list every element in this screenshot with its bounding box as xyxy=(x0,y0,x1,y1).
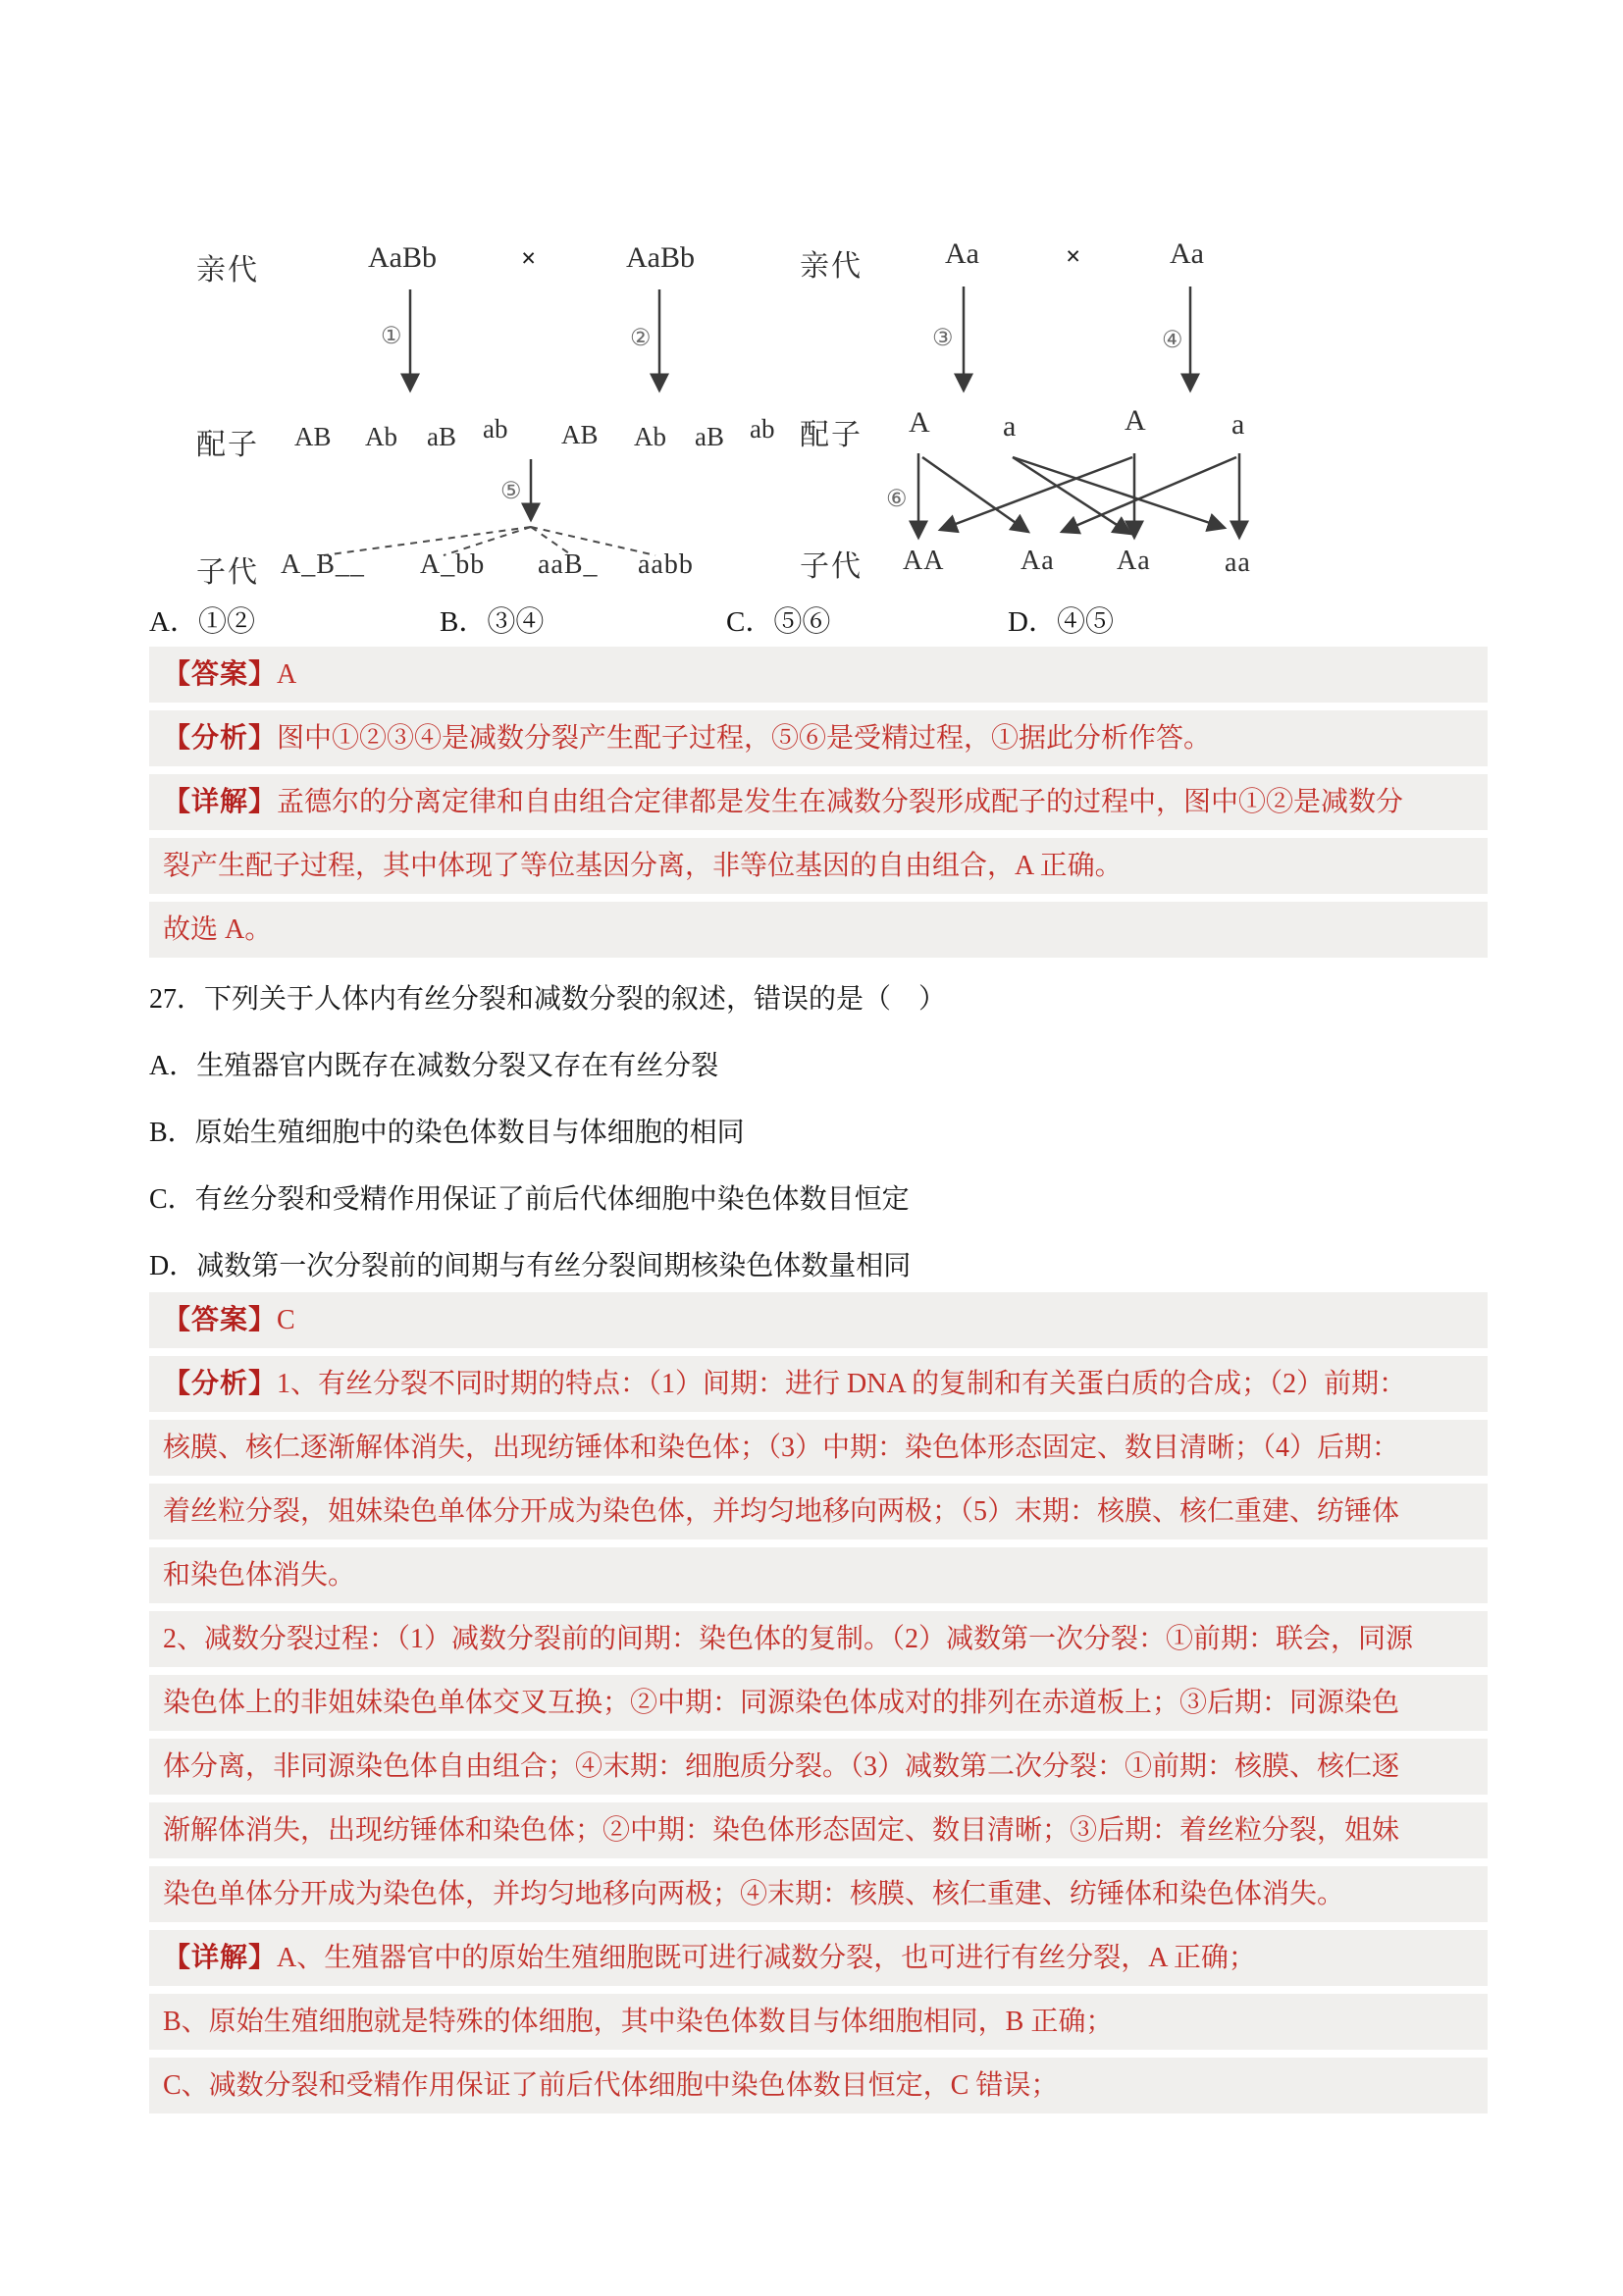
left-gamete-p2-ab: ab xyxy=(750,414,775,444)
analysis-tag: 【分析】 xyxy=(163,723,278,754)
q27-option-b: B．原始生殖细胞中的染色体数目与体细胞的相同 xyxy=(149,1118,745,1148)
left-gamete-p1-AB: AB xyxy=(294,422,332,451)
right-offspring-AA: AA xyxy=(903,546,945,576)
left-parent1-genotype: AaBb xyxy=(368,241,437,274)
question-26-options xyxy=(149,603,1623,641)
q27-analysis-strip: 2、减数分裂过程：（1）减数分裂前的间期：染色体的复制。（2）减数第一次分裂：①前期：联会，同源 xyxy=(149,1611,1488,1667)
left-step2-label: ② xyxy=(630,326,652,351)
q27-analysis-strip: 染色单体分开成为染色体，并均匀地移向两极；④末期：核膜、核仁重建、纺锤体和染色体消失。 xyxy=(149,1866,1488,1922)
q26-answer-block xyxy=(149,647,1488,958)
right-offspring-Aa-1: Aa xyxy=(1021,546,1055,576)
q27-analysis-strip: 渐解体消失，出现纺锤体和染色体；②中期：染色体形态固定、数目清晰；③后期：着丝粒分裂，姐妹 xyxy=(149,1802,1488,1858)
right-gamete-A1: A xyxy=(909,406,930,439)
q26-option-c: C．⑤⑥ xyxy=(726,606,831,638)
genetic-cross-diagrams xyxy=(0,0,1623,603)
q27-detail-strip: 【详解】A、生殖器官中的原始生殖细胞既可进行减数分裂，也可进行有丝分裂，A 正确； xyxy=(149,1930,1488,1986)
answer-tag: 【答案】 xyxy=(163,659,278,690)
right-step4-label: ④ xyxy=(1162,328,1183,353)
left-step1-label: ① xyxy=(381,324,402,349)
q27-detail-strip: B、原始生殖细胞就是特殊的体细胞，其中染色体数目与体细胞相同，B 正确； xyxy=(149,1994,1488,2050)
q26-detail-strip: 裂产生配子过程，其中体现了等位基因分离，非等位基因的自由组合，A 正确。 xyxy=(149,838,1488,894)
q27-option-d: D．减数第一次分裂前的间期与有丝分裂间期核染色体数量相同 xyxy=(149,1251,912,1281)
right-offspring-Aa-2: Aa xyxy=(1117,546,1151,576)
q26-answer-strip: 【答案】A xyxy=(149,647,1488,703)
left-parent2-genotype: AaBb xyxy=(626,241,695,274)
right-parent2-genotype: Aa xyxy=(1170,237,1204,270)
q27-option-c: C．有丝分裂和受精作用保证了前后代体细胞中染色体数目恒定 xyxy=(149,1184,910,1215)
q27-analysis-strip: 核膜、核仁逐渐解体消失，出现纺锤体和染色体；（3）中期：染色体形态固定、数目清晰；（4）后期： xyxy=(149,1420,1488,1476)
left-gamete-row-label: 配子 xyxy=(196,429,259,461)
right-parent-row-label: 亲代 xyxy=(800,250,863,283)
left-gamete-p1-ab: ab xyxy=(483,414,508,444)
right-gamete-row-label: 配子 xyxy=(800,419,863,451)
analysis-tag: 【分析】 xyxy=(163,1369,278,1399)
right-cross-icon: × xyxy=(1066,241,1081,271)
q27-answer-strip: 【答案】C xyxy=(149,1292,1488,1348)
left-parent-row-label: 亲代 xyxy=(196,254,259,287)
left-offspring-aaB_: aaB_ xyxy=(538,549,599,580)
right-offspring-row-label: 子代 xyxy=(800,550,863,583)
cross-arrows-graphic xyxy=(0,0,1623,603)
q27-analysis-strip: 体分离，非同源染色体自由组合；④末期：细胞质分裂。（3）减数第二次分裂：①前期：核膜、核仁逐 xyxy=(149,1739,1488,1795)
right-gamete-a4: a xyxy=(1231,408,1245,441)
q27-stem: 27．下列关于人体内有丝分裂和减数分裂的叙述，错误的是（ ） xyxy=(149,984,947,1015)
left-offspring-A_B_: A_B__ xyxy=(281,549,365,580)
right-gamete-a2: a xyxy=(1003,410,1017,443)
answer-tag: 【答案】 xyxy=(163,1305,278,1335)
q27-analysis-strip: 【分析】1、有丝分裂不同时期的特点：（1）间期：进行 DNA 的复制和有关蛋白质的合成；（2）前期： xyxy=(149,1356,1488,1412)
q26-conclusion-strip: 故选 A。 xyxy=(149,902,1488,958)
right-gamete-A3: A xyxy=(1125,404,1146,437)
left-gamete-p1-aB: aB xyxy=(427,422,456,451)
left-cross-icon: × xyxy=(521,243,537,273)
q27-detail-strip: C、减数分裂和受精作用保证了前后代体细胞中染色体数目恒定，C 错误； xyxy=(149,2058,1488,2113)
q26-analysis-strip: 【分析】图中①②③④是减数分裂产生配子过程，⑤⑥是受精过程，①据此分析作答。 xyxy=(149,710,1488,766)
left-offspring-row-label: 子代 xyxy=(196,556,259,589)
q26-option-b: B．③④ xyxy=(440,606,545,638)
right-step6-label: ⑥ xyxy=(886,487,908,512)
q26-option-d: D．④⑤ xyxy=(1008,606,1114,638)
right-parent1-genotype: Aa xyxy=(945,237,979,270)
question-27 xyxy=(149,983,1623,1282)
left-step5-label: ⑤ xyxy=(500,479,522,504)
detail-tag: 【详解】 xyxy=(163,787,278,817)
right-offspring-aa: aa xyxy=(1225,548,1251,578)
detail-tag: 【详解】 xyxy=(163,1943,278,1973)
left-gamete-p1-Ab: Ab xyxy=(365,422,397,451)
q27-option-a: A．生殖器官内既存在减数分裂又存在有丝分裂 xyxy=(149,1051,719,1081)
q26-option-a: A．①② xyxy=(149,606,255,638)
q27-answer-block xyxy=(149,1292,1488,2113)
left-gamete-p2-Ab: Ab xyxy=(634,422,666,451)
q26-detail-strip: 【详解】孟德尔的分离定律和自由组合定律都是发生在减数分裂形成配子的过程中，图中①②是减数分 xyxy=(149,774,1488,830)
left-gamete-p2-AB: AB xyxy=(561,420,599,449)
left-gamete-p2-aB: aB xyxy=(695,422,724,451)
right-step3-label: ③ xyxy=(932,326,954,351)
q27-analysis-strip: 染色体上的非姐妹染色单体交叉互换；②中期：同源染色体成对的排列在赤道板上；③后期：同源染色 xyxy=(149,1675,1488,1731)
left-offspring-aabb: aabb xyxy=(638,549,694,580)
q27-analysis-strip: 着丝粒分裂，姐妹染色单体分开成为染色体，并均匀地移向两极；（5）末期：核膜、核仁重建、纺锤体 xyxy=(149,1484,1488,1539)
left-offspring-A_bb: A_bb xyxy=(420,549,486,580)
q27-analysis-strip: 和染色体消失。 xyxy=(149,1547,1488,1603)
